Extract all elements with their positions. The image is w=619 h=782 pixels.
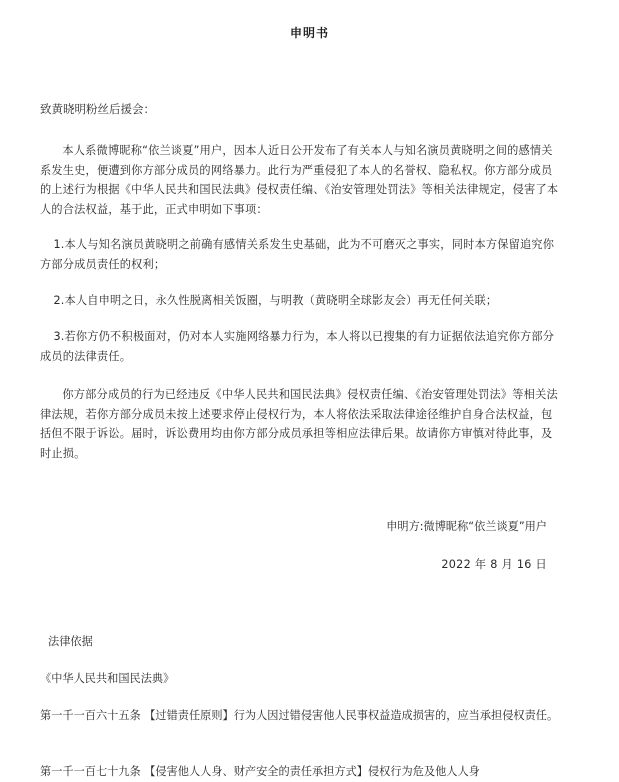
salutation: 致黄晓明粉丝后援会： xyxy=(40,102,155,116)
law-article: 第一千一百七十九条 【侵害他人人身、财产安全的责任承担方式】侵权行为危及他人人身 xyxy=(40,765,480,778)
statement-item-1: 1.本人与知名演员黄晓明之前确有感情关系发生史基础，此为不可磨灭之事实，同时本方保留追究你方部分成员责任的权利； xyxy=(40,238,555,271)
closing-paragraph: 你方部分成员的行为已经违反《中华人民共和国民法典》侵权责任编、《治安管理处罚法》等相关法律法规，若你方部分成员未按上述要求停止侵权行为，本人将依法采取法律途径维护自身合法权益，包括但不限于诉讼。届时，诉讼费用均由你方部分成员承担等相应法律后果。故请你方审慎对待此事，及时止损。 xyxy=(40,388,558,460)
document-title: 申明书 xyxy=(289,26,329,40)
law-article: 第一千一百六十五条 【过错责任原则】行为人因过错侵害他人民事权益造成损害的，应当承担侵权责任。 xyxy=(40,709,559,722)
date-line: 2022 年 8 月 16 日 xyxy=(441,558,547,571)
law-name: 《中华人民共和国民法典》 xyxy=(40,672,175,685)
statement-item-2: 2.本人自申明之日，永久性脱离相关饭圈，与明教（黄晓明全球影友会）再无任何关联； xyxy=(53,294,498,307)
statement-item-3: 3.若你方仍不积极面对，仍对本人实施网络暴力行为，本人将以已搜集的有力证据依法追究你方部分成员的法律责任。 xyxy=(40,330,555,363)
signer-line: 申明方:微博昵称“依兰谈夏”用户 xyxy=(386,520,547,533)
intro-paragraph: 本人系微博昵称“依兰谈夏”用户，因本人近日公开发布了有关本人与知名演员黄晓明之间的感情关系发生史，便遭到你方部分成员的网络暴力。此行为严重侵犯了本人的名誉权、隐私权。你方部分成员的上述行为根据《中华人民共和国民法典》侵权责任编、《治安管理处罚法》等相关法律规定，侵害了本人的合法权益，基于此，正式申明如下事项： xyxy=(40,144,559,216)
legal-basis-heading: 法律依据 xyxy=(48,635,93,648)
